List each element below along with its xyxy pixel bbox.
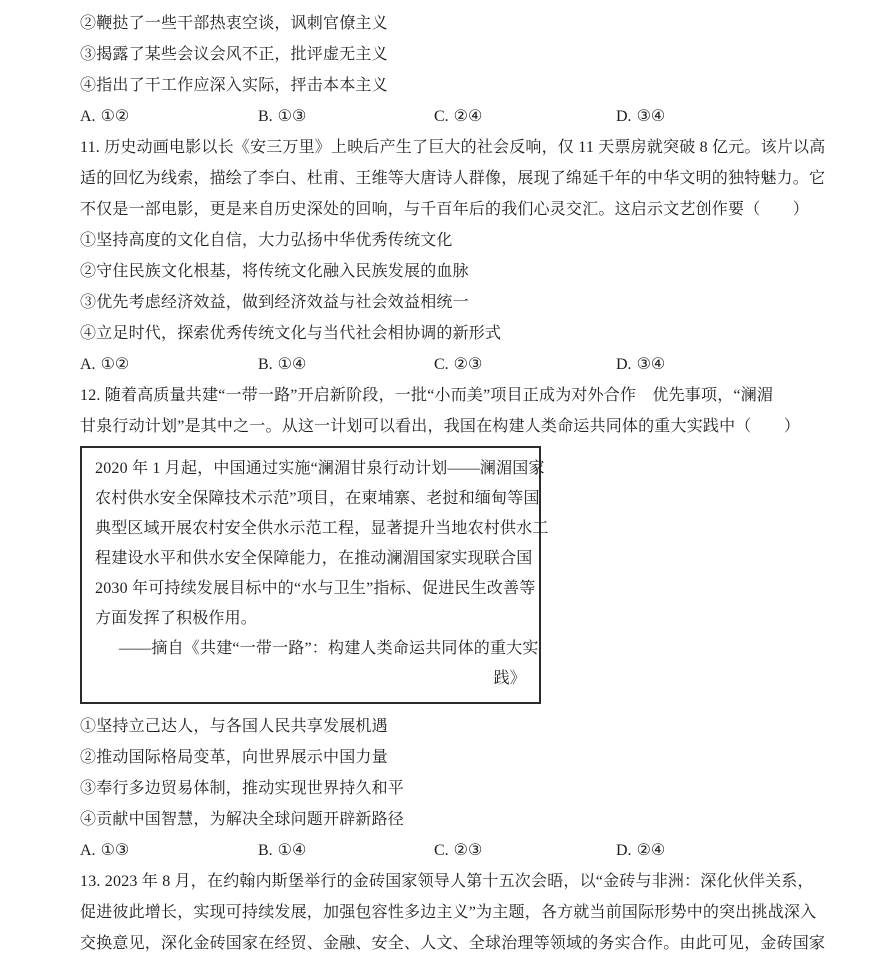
statement-line: ②守住民族文化根基，将传统文化融入民族发展的血脉 <box>80 263 469 280</box>
statement-line: ①坚持高度的文化自信，大力弘扬中华优秀传统文化 <box>80 232 453 249</box>
quote-source: ——摘自《共建“一带一路”：构建人类命运共同体的重大实 <box>119 640 539 657</box>
choice-a <box>80 101 258 132</box>
statement-line: ③奉行多边贸易体制，推动实现世界持久和平 <box>80 780 405 797</box>
choice-label: A. <box>80 108 96 125</box>
choice-value: ③④ <box>636 108 666 125</box>
choice-value: ①④ <box>277 356 307 373</box>
statement-line: ②鞭挞了一些干部热衷空谈，讽刺官僚主义 <box>80 15 388 32</box>
choice-value: ①② <box>100 108 130 125</box>
choice-value: ①③ <box>277 108 307 125</box>
choice-value: ①③ <box>100 842 130 859</box>
choices-row <box>80 101 794 132</box>
quote-box <box>80 446 549 704</box>
choice-b <box>258 101 434 132</box>
question-stem-line: 11. 历史动画电影以长《安三万里》上映后产生了巨大的社会反响，仅 11 天票房就突破 8 亿元。该片以高 <box>80 139 826 156</box>
choice-value: ②③ <box>453 842 483 859</box>
question-stem-line: 12. 随着高质量共建“一带一路”开启新阶段，一批“小而美”项目正成为对外合作 优先事项，“澜湄 <box>80 387 774 404</box>
question-13 <box>80 866 826 959</box>
choice-label: D. <box>616 108 632 125</box>
choice-c <box>434 101 616 132</box>
choice-a <box>80 835 258 866</box>
question-11 <box>80 132 826 380</box>
choice-b <box>258 349 434 380</box>
choice-value: ②④ <box>453 108 483 125</box>
choice-b <box>258 835 434 866</box>
choice-d <box>616 835 665 866</box>
quote-line: 农村供水安全保障技术示范”项目，在柬埔寨、老挝和缅甸等国 <box>95 490 540 507</box>
choice-d <box>616 101 665 132</box>
choices-row <box>80 835 794 866</box>
choice-value: ②③ <box>453 356 483 373</box>
statement-line: ④指出了干工作应深入实际，抨击本本主义 <box>80 77 388 94</box>
question-stem-line: 甘泉行动计划”是其中之一。从这一计划可以看出，我国在构建人类命运共同体的重大实践中（ ） <box>80 418 801 435</box>
choice-a <box>80 349 258 380</box>
choice-label: D. <box>616 356 632 373</box>
question-stem-line: 不仅是一部电影，更是来自历史深处的回响，与千百年后的我们心灵交汇。这启示文艺创作要（ ） <box>80 201 810 218</box>
question-stem-line: 交换意见，深化金砖国家在经贸、金融、安全、人文、全球治理等领域的务实合作。由此可见，金砖国家 <box>80 935 826 952</box>
choice-label: C. <box>434 842 449 859</box>
choice-value: ①② <box>100 356 130 373</box>
quote-line: 方面发挥了积极作用。 <box>95 610 258 627</box>
question-stem-line: 促进彼此增长，实现可持续发展，加强包容性多边主义”为主题，各方就当前国际形势中的突出挑战深入 <box>80 904 817 921</box>
question-10-partial <box>80 8 794 132</box>
choice-label: A. <box>80 842 96 859</box>
question-stem-line: 13. 2023 年 8 月，在约翰内斯堡举行的金砖国家领导人第十五次会晤，以“金砖与非洲：深化伙伴关系， <box>80 873 814 890</box>
statement-line: ②推动国际格局变革，向世界展示中国力量 <box>80 749 388 766</box>
quote-line: 2030 年可持续发展目标中的“水与卫生”指标、促进民生改善等 <box>95 580 536 597</box>
quote-line: 典型区域开展农村安全供水示范工程，显著提升当地农村供水工 <box>95 520 549 537</box>
choice-d <box>616 349 665 380</box>
statement-line: ④立足时代，探索优秀传统文化与当代社会相协调的新形式 <box>80 325 502 342</box>
choice-label: B. <box>258 842 273 859</box>
statement-line: ①坚持立己达人，与各国人民共享发展机遇 <box>80 718 388 735</box>
quote-line: 2020 年 1 月起，中国通过实施“澜湄甘泉行动计划——澜湄国家 <box>95 460 545 477</box>
statement-line: ④贡献中国智慧，为解决全球问题开辟新路径 <box>80 811 405 828</box>
quote-line: 程建设水平和供水安全保障能力，在推动澜湄国家实现联合国 <box>95 550 533 567</box>
question-stem-line: 适的回忆为线索，描绘了李白、杜甫、王维等大唐诗人群像，展现了绵延千年的中华文明的独特魅力。它 <box>80 170 826 187</box>
choice-value: ③④ <box>636 356 666 373</box>
statement-line: ③优先考虑经济效益，做到经济效益与社会效益相统一 <box>80 294 469 311</box>
choice-label: A. <box>80 356 96 373</box>
choice-label: B. <box>258 356 273 373</box>
choice-c <box>434 835 616 866</box>
choice-value: ①④ <box>277 842 307 859</box>
choice-label: C. <box>434 356 449 373</box>
choice-label: C. <box>434 108 449 125</box>
choice-value: ②④ <box>636 842 666 859</box>
question-12 <box>80 380 801 866</box>
choice-label: D. <box>616 842 632 859</box>
quote-source-tail: 践》 <box>493 670 526 687</box>
choice-label: B. <box>258 108 273 125</box>
statement-line: ③揭露了某些会议会风不正，批评虚无主义 <box>80 46 388 63</box>
choice-c <box>434 349 616 380</box>
choices-row <box>80 349 794 380</box>
